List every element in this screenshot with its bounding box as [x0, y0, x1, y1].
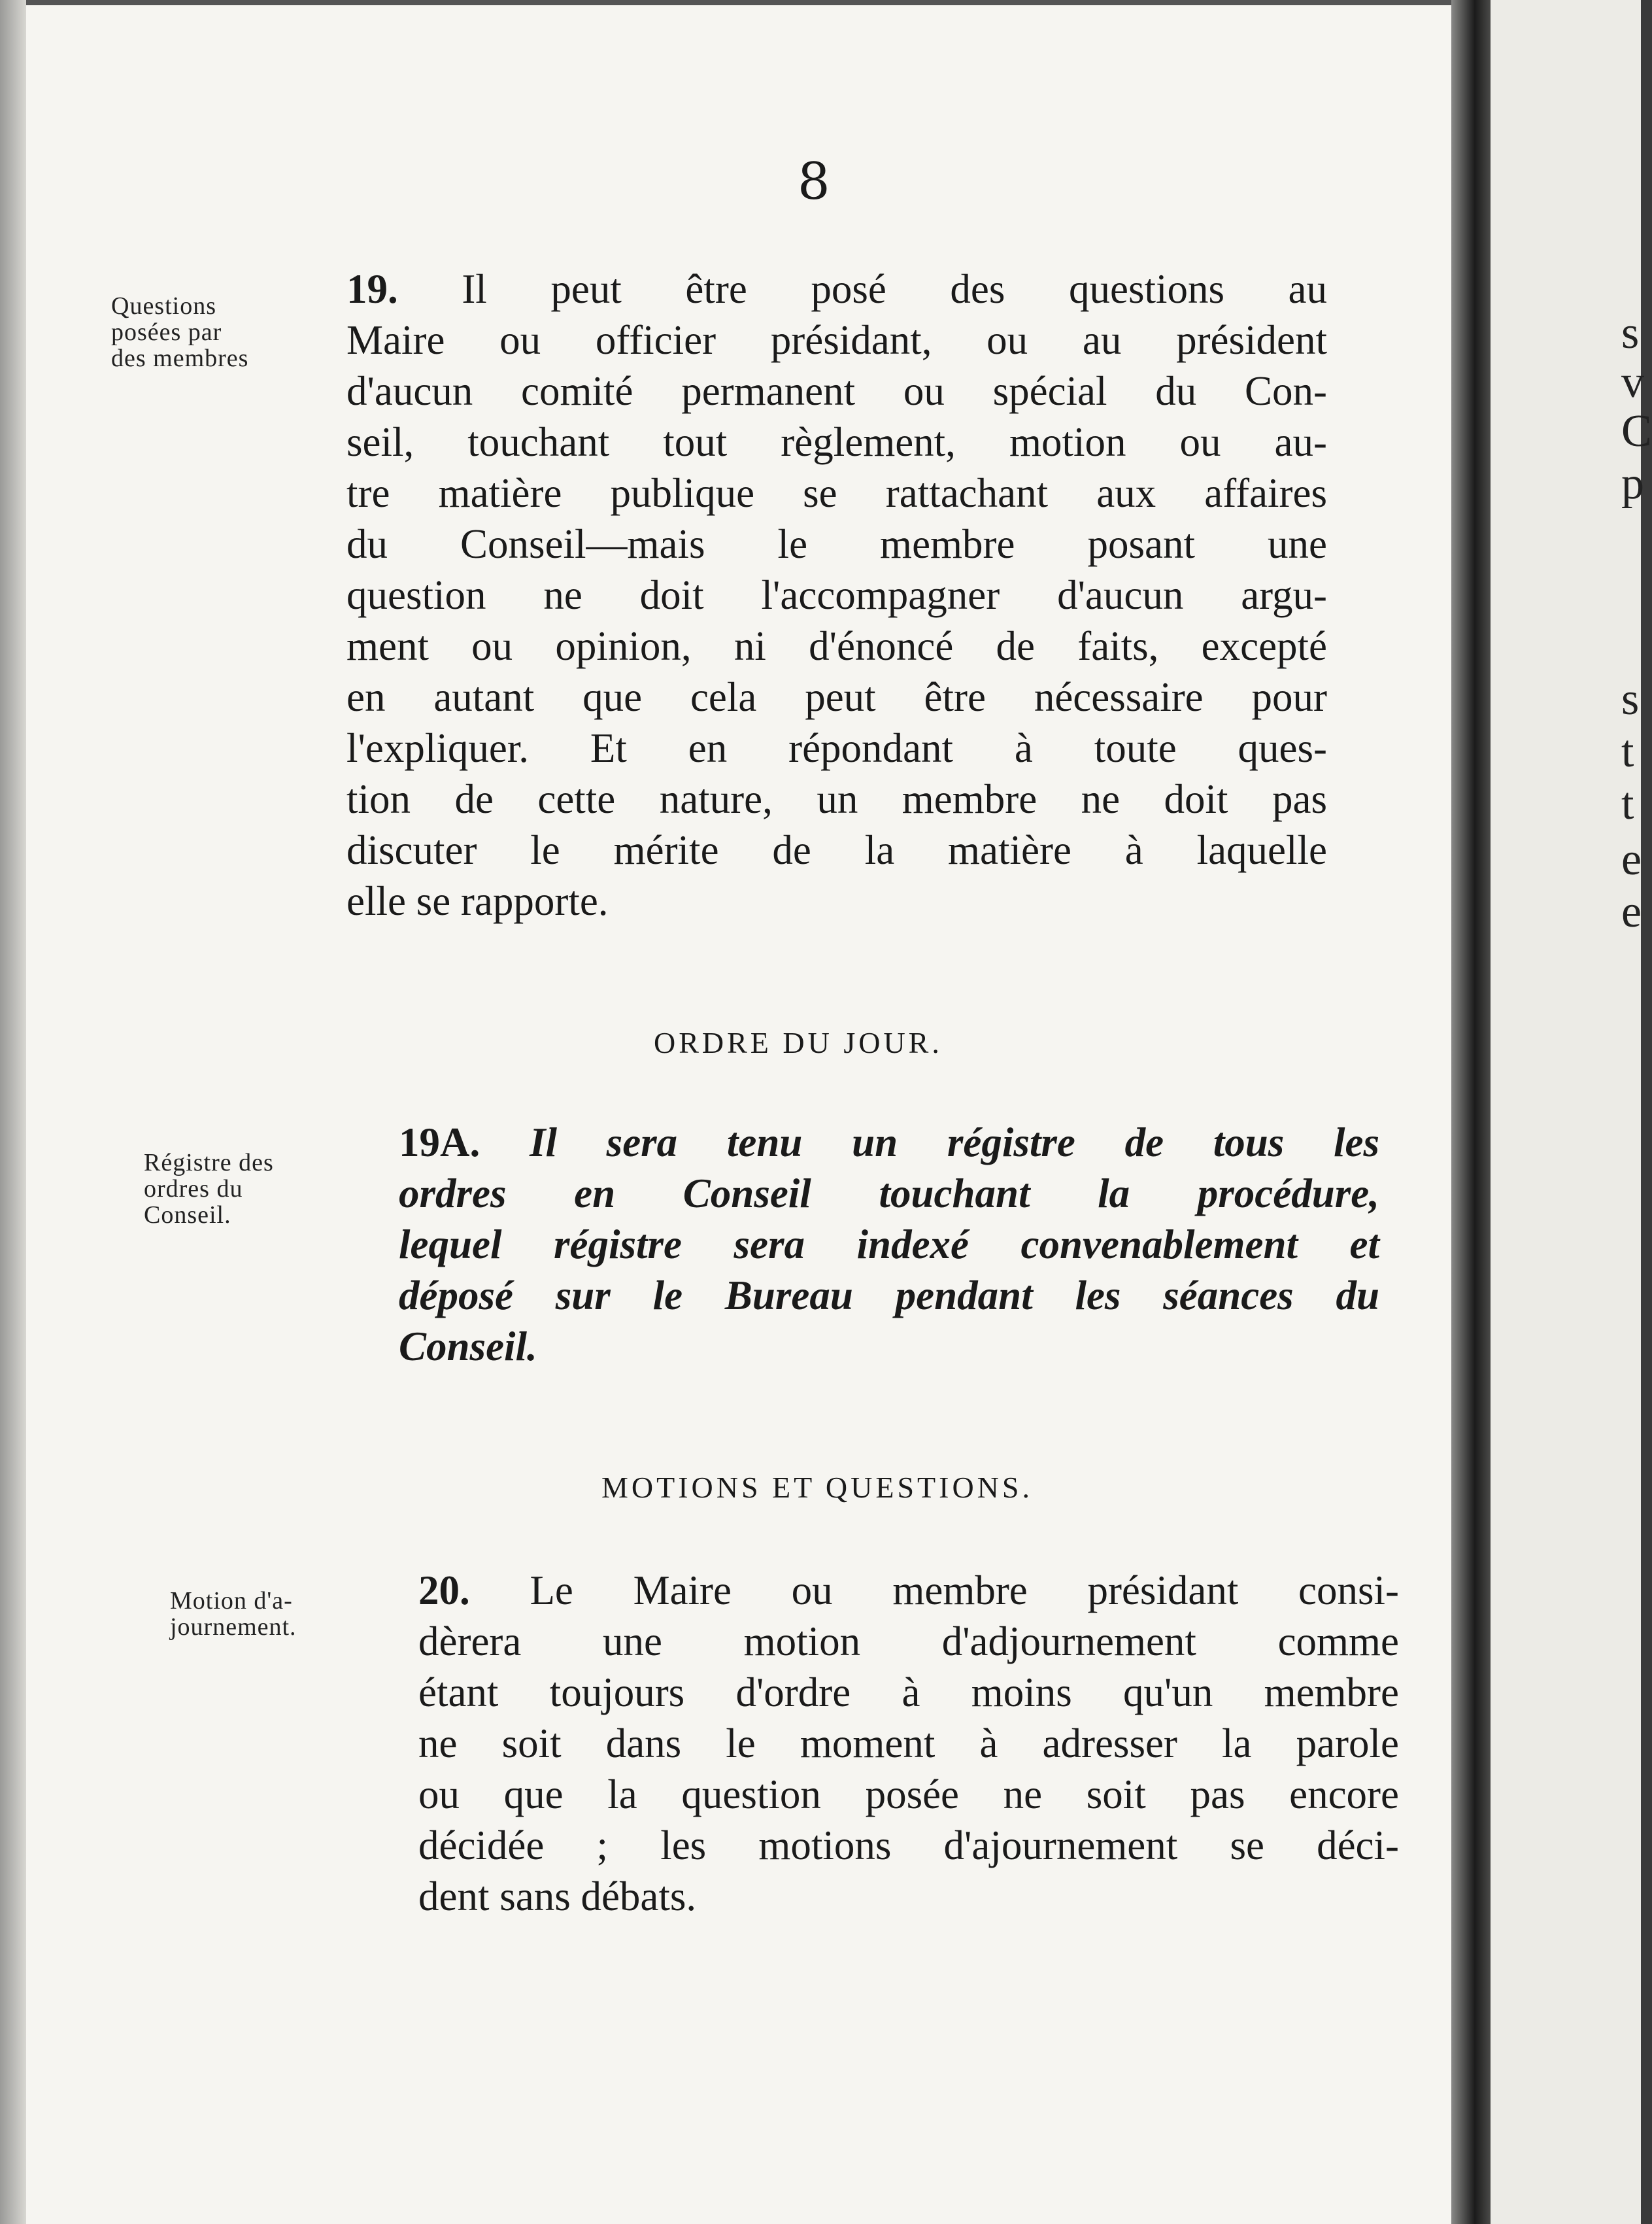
paragraph-line: étant toujours d'ordre à moins qu'un membre — [418, 1669, 1399, 1715]
margin-note-line: ordres du — [144, 1175, 243, 1203]
margin-note-line: posées par — [111, 318, 222, 346]
line-text: Il sera tenu un régistre de tous les — [529, 1120, 1379, 1165]
facing-fragment: s — [1621, 308, 1640, 358]
paragraph-line: ordres en Conseil touchant la procédure, — [399, 1171, 1379, 1216]
paragraph-line: d'aucun comité permanent ou spécial du Con- — [346, 368, 1327, 414]
margin-note-registre — [144, 1150, 392, 1228]
paragraph-line: elle se rapporte. — [346, 878, 609, 924]
section-heading-motions-et-questions: MOTIONS ET QUESTIONS. — [601, 1471, 1033, 1504]
paragraph-line: du Conseil—mais le membre posant une — [346, 521, 1327, 567]
paragraph-line: en autant que cela peut être nécessaire pour — [346, 674, 1327, 720]
page-number: 8 — [798, 152, 830, 211]
margin-note-line: journement. — [170, 1613, 297, 1641]
scan-left-edge — [0, 0, 26, 2224]
book-gutter — [1451, 0, 1491, 2224]
margin-note-line: Questions — [111, 292, 216, 320]
scan-top-edge — [0, 0, 1451, 5]
paragraph-line: Maire ou officier présidant, ou au président — [346, 317, 1327, 363]
facing-fragment: e — [1621, 834, 1642, 885]
margin-note-line: Conseil. — [144, 1201, 231, 1229]
paragraph-line: l'expliquer. Et en répondant à toute ques- — [346, 725, 1327, 771]
margin-note-line: Motion d'a- — [170, 1587, 293, 1615]
paragraph-line: tre matière publique se rattachant aux affaires — [346, 470, 1327, 516]
margin-note-line: Régistre des — [144, 1149, 274, 1176]
line-text: Il peut être posé des questions au — [462, 266, 1328, 312]
paragraph-line: déposé sur le Bureau pendant les séances du — [399, 1273, 1379, 1318]
paragraph-20 — [418, 1565, 1399, 1922]
margin-note-line: des membres — [111, 345, 249, 372]
paragraph-line — [346, 264, 1327, 315]
facing-fragment: t — [1621, 727, 1634, 777]
paragraph-19a — [399, 1117, 1379, 1372]
paragraph-line — [399, 1117, 1379, 1168]
margin-note-questions — [111, 293, 360, 371]
document-page — [26, 5, 1451, 2224]
article-number: 19A. — [399, 1120, 480, 1165]
paragraph-line: ou que la question posée ne soit pas encore — [418, 1771, 1399, 1817]
section-heading-ordre-du-jour: ORDRE DU JOUR. — [654, 1026, 943, 1059]
article-number: 20. — [418, 1567, 470, 1613]
paragraph-line: seil, touchant tout règlement, motion ou au- — [346, 419, 1327, 465]
paragraph-line: décidée ; les motions d'ajournement se déci- — [418, 1822, 1399, 1868]
facing-fragment: p — [1621, 458, 1644, 509]
facing-fragment: t — [1621, 779, 1634, 829]
paragraph-line — [418, 1565, 1399, 1616]
paragraph-line: dèrera une motion d'adjournement comme — [418, 1618, 1399, 1664]
paragraph-line: ne soit dans le moment à adresser la parole — [418, 1720, 1399, 1766]
line-text: Le Maire ou membre présidant consi- — [530, 1567, 1400, 1613]
paragraph-19 — [346, 264, 1327, 927]
margin-note-motion-ajournement — [170, 1588, 418, 1640]
facing-fragment: e — [1621, 887, 1642, 937]
paragraph-line: tion de cette nature, un membre ne doit pas — [346, 776, 1327, 822]
paragraph-line: discuter le mérite de la matière à laquelle — [346, 827, 1327, 873]
paragraph-line: dent sans débats. — [418, 1873, 697, 1919]
paragraph-line: ment ou opinion, ni d'énoncé de faits, excepté — [346, 623, 1327, 669]
facing-fragment: C — [1621, 406, 1652, 456]
facing-fragment: s — [1621, 674, 1640, 725]
article-number: 19. — [346, 266, 398, 312]
paragraph-line: Conseil. — [399, 1324, 537, 1369]
paragraph-line: lequel régistre sera indexé convenablement et — [399, 1222, 1379, 1267]
facing-page-edge — [1491, 0, 1652, 2224]
facing-fragment: v — [1621, 357, 1644, 407]
paragraph-line: question ne doit l'accompagner d'aucun argu- — [346, 572, 1327, 618]
